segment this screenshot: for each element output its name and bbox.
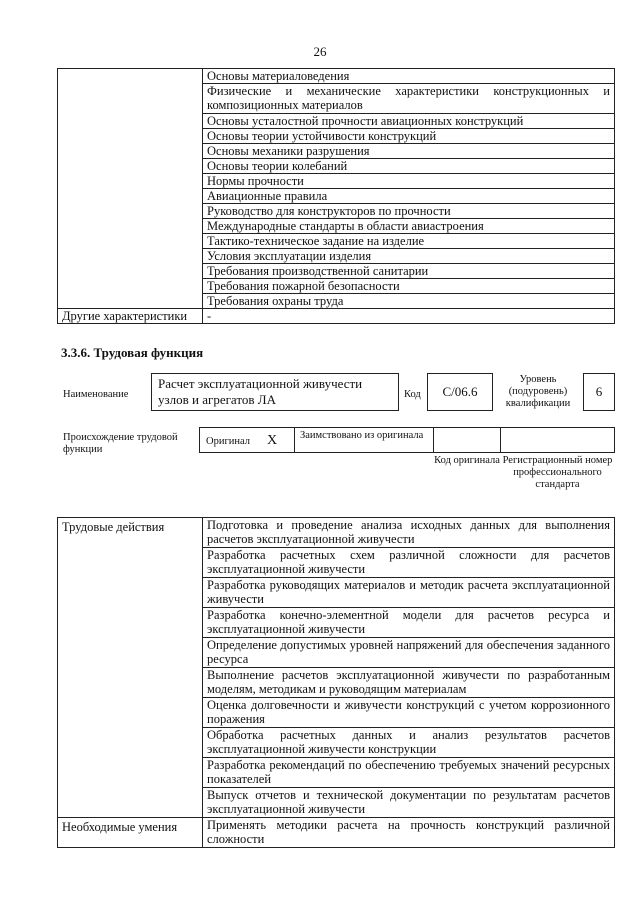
- table-row: [58, 309, 615, 324]
- original-mark: X: [267, 433, 278, 448]
- action-item: Разработка расчетных схем различной сложности для расчетов эксплуатационной живучести: [203, 548, 615, 578]
- action-item: Разработка руководящих материалов и методик расчета эксплуатационной живучести: [203, 578, 615, 608]
- code-caption: Код оригинала: [434, 455, 500, 466]
- actions-table: [57, 517, 615, 848]
- level-value-box: 6: [583, 373, 615, 411]
- action-item: Определение допустимых уровней напряжений для обеспечения заданного ресурса: [203, 638, 615, 668]
- knowledge-item: Требования охраны труда: [203, 294, 615, 309]
- knowledge-table: [57, 68, 615, 324]
- knowledge-item: Требования производственной санитарии: [203, 264, 615, 279]
- original-label: Оригинал: [206, 436, 250, 447]
- table-row: [58, 818, 615, 848]
- knowledge-item: Условия эксплуатации изделия: [203, 249, 615, 264]
- knowledge-item: Основы теории колебаний: [203, 159, 615, 174]
- action-item: Подготовка и проведение анализа исходных данных для выполнения расчетов эксплуатационной живучести: [203, 518, 615, 548]
- registration-caption: Регистрационный номер профессионального стандарта: [502, 455, 613, 490]
- table-row: [58, 69, 615, 84]
- skill-item: Применять методики расчета на прочность конструкций различной сложности: [203, 818, 615, 848]
- other-characteristics-label: Другие характеристики: [58, 309, 203, 324]
- knowledge-item: Физические и механические характеристики конструкционных и композиционных материалов: [203, 84, 615, 114]
- knowledge-item: Основы механики разрушения: [203, 144, 615, 159]
- knowledge-item: Основы усталостной прочности авиационных конструкций: [203, 114, 615, 129]
- original-cell: [199, 427, 295, 453]
- section-heading: 3.3.6. Трудовая функция: [61, 345, 204, 360]
- skills-label: Необходимые умения: [58, 818, 203, 848]
- knowledge-item: Руководство для конструкторов по прочности: [203, 204, 615, 219]
- knowledge-item: Основы материаловедения: [203, 69, 615, 84]
- knowledge-item: Требования пожарной безопасности: [203, 279, 615, 294]
- page-number: 26: [313, 44, 327, 59]
- knowledge-item: Основы теории устойчивости конструкций: [203, 129, 615, 144]
- level-label: Уровень (подуровень) квалификации: [505, 374, 571, 409]
- action-item: Разработка конечно-элементной модели для расчетов ресурса и эксплуатационной живучести: [203, 608, 615, 638]
- origin-label: Происхождение трудовой функции: [63, 432, 178, 455]
- table-row: [58, 518, 615, 548]
- original-code-cell: [433, 427, 501, 453]
- action-item: Выпуск отчетов и технической документации по результатам расчетов эксплуатационной живучести: [203, 788, 615, 818]
- borrowed-cell: [294, 427, 434, 453]
- knowledge-label-cell: [58, 69, 203, 309]
- function-name-box: Расчет эксплуатационной живучести узлов и агрегатов ЛА: [151, 373, 399, 411]
- knowledge-item: Тактико-техническое задание на изделие: [203, 234, 615, 249]
- action-item: Оценка долговечности и живучести конструкций с учетом коррозионного поражения: [203, 698, 615, 728]
- knowledge-item: Авиационные правила: [203, 189, 615, 204]
- knowledge-item: Международные стандарты в области авиастроения: [203, 219, 615, 234]
- code-label: Код: [404, 389, 421, 400]
- function-code-box: C/06.6: [427, 373, 493, 411]
- actions-label: Трудовые действия: [58, 518, 203, 818]
- knowledge-item: Нормы прочности: [203, 174, 615, 189]
- borrowed-label: Заимствовано из оригинала: [300, 430, 424, 441]
- name-label: Наименование: [63, 389, 129, 400]
- action-item: Разработка рекомендаций по обеспечению требуемых значений ресурсных показателей: [203, 758, 615, 788]
- action-item: Выполнение расчетов эксплуатационной живучести по разработанным моделям, методикам и руководящим материалам: [203, 668, 615, 698]
- other-characteristics-value: -: [203, 309, 615, 324]
- action-item: Обработка расчетных данных и анализ результатов расчетов эксплуатационной живучести конструкции: [203, 728, 615, 758]
- registration-number-cell: [500, 427, 615, 453]
